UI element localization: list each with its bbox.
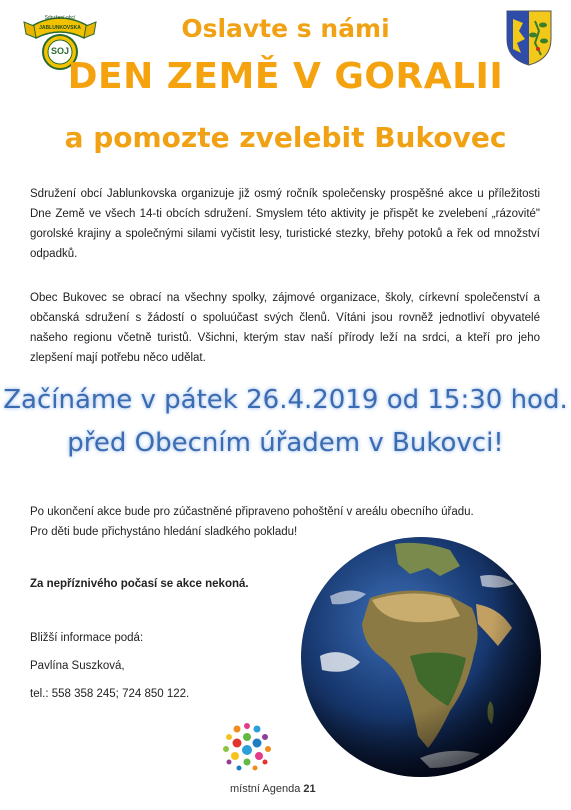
logo-name: JABLUNKOVSKA	[39, 25, 81, 31]
contact-name: Pavlína Suszková,	[30, 660, 125, 672]
contact-phone: tel.: 558 358 245; 724 850 122.	[30, 688, 190, 700]
announcement-date: Začínáme v pátek 26.4.2019 od 15:30 hod.	[3, 385, 568, 415]
kids-note: Pro děti bude přichystáno hledání sladkého pokladu!	[30, 526, 298, 538]
refreshment-note: Po ukončení akce bude pro zúčastněné připraveno pohoštění v areálu obecního úřadu.	[30, 506, 474, 518]
heading-line-3: a pomozte zvelebit Bukovec	[64, 121, 507, 154]
heading-main-title: DEN ZEMĚ V GORALII	[67, 56, 504, 97]
agenda21-text	[230, 783, 316, 795]
earth-globe	[300, 536, 542, 778]
announcement-place: před Obecním úřadem v Bukovci!	[67, 428, 504, 458]
agenda21-text-bold: 21	[303, 783, 316, 795]
agenda21-logo	[222, 720, 316, 802]
logo-short: SOJ	[50, 46, 69, 56]
contact-intro: Bližší informace podá:	[30, 632, 144, 644]
agenda21-text-regular: místní Agenda	[230, 783, 301, 795]
paragraph-intro: Sdružení obcí Jablunkovska organizuje již osmý ročník společensky prospěšné akce u příležitosti Dne Země ve všech 14-ti obcích sdružení. Smyslem této aktivity je přispět ke zvelebení „rázovité" gorolské krajiny a společnými silami vyčistit lesy, turistické stezky, břehy potoků a řek od množství odpadků.	[30, 188, 540, 260]
logo-top-text: Sdružení obcí	[44, 15, 76, 21]
heading-line-1: Oslavte s námi	[181, 14, 390, 43]
weather-note: Za nepříznivého počasí se akce nekoná.	[30, 578, 249, 590]
paragraph-invitation: Obec Bukovec se obrací na všechny spolky, zájmové organizace, školy, církevní společenství a občanská sdružení s žádostí o spoluúčast svých členů. Vítáni jsou rovněž jednotliví obyvatelé našeho regionu včetně turistů. Všichni, kterým stav naší přírody leží na srdci, a kteří pro jeho zlepšení mají potřebu něco udělat.	[30, 292, 540, 364]
